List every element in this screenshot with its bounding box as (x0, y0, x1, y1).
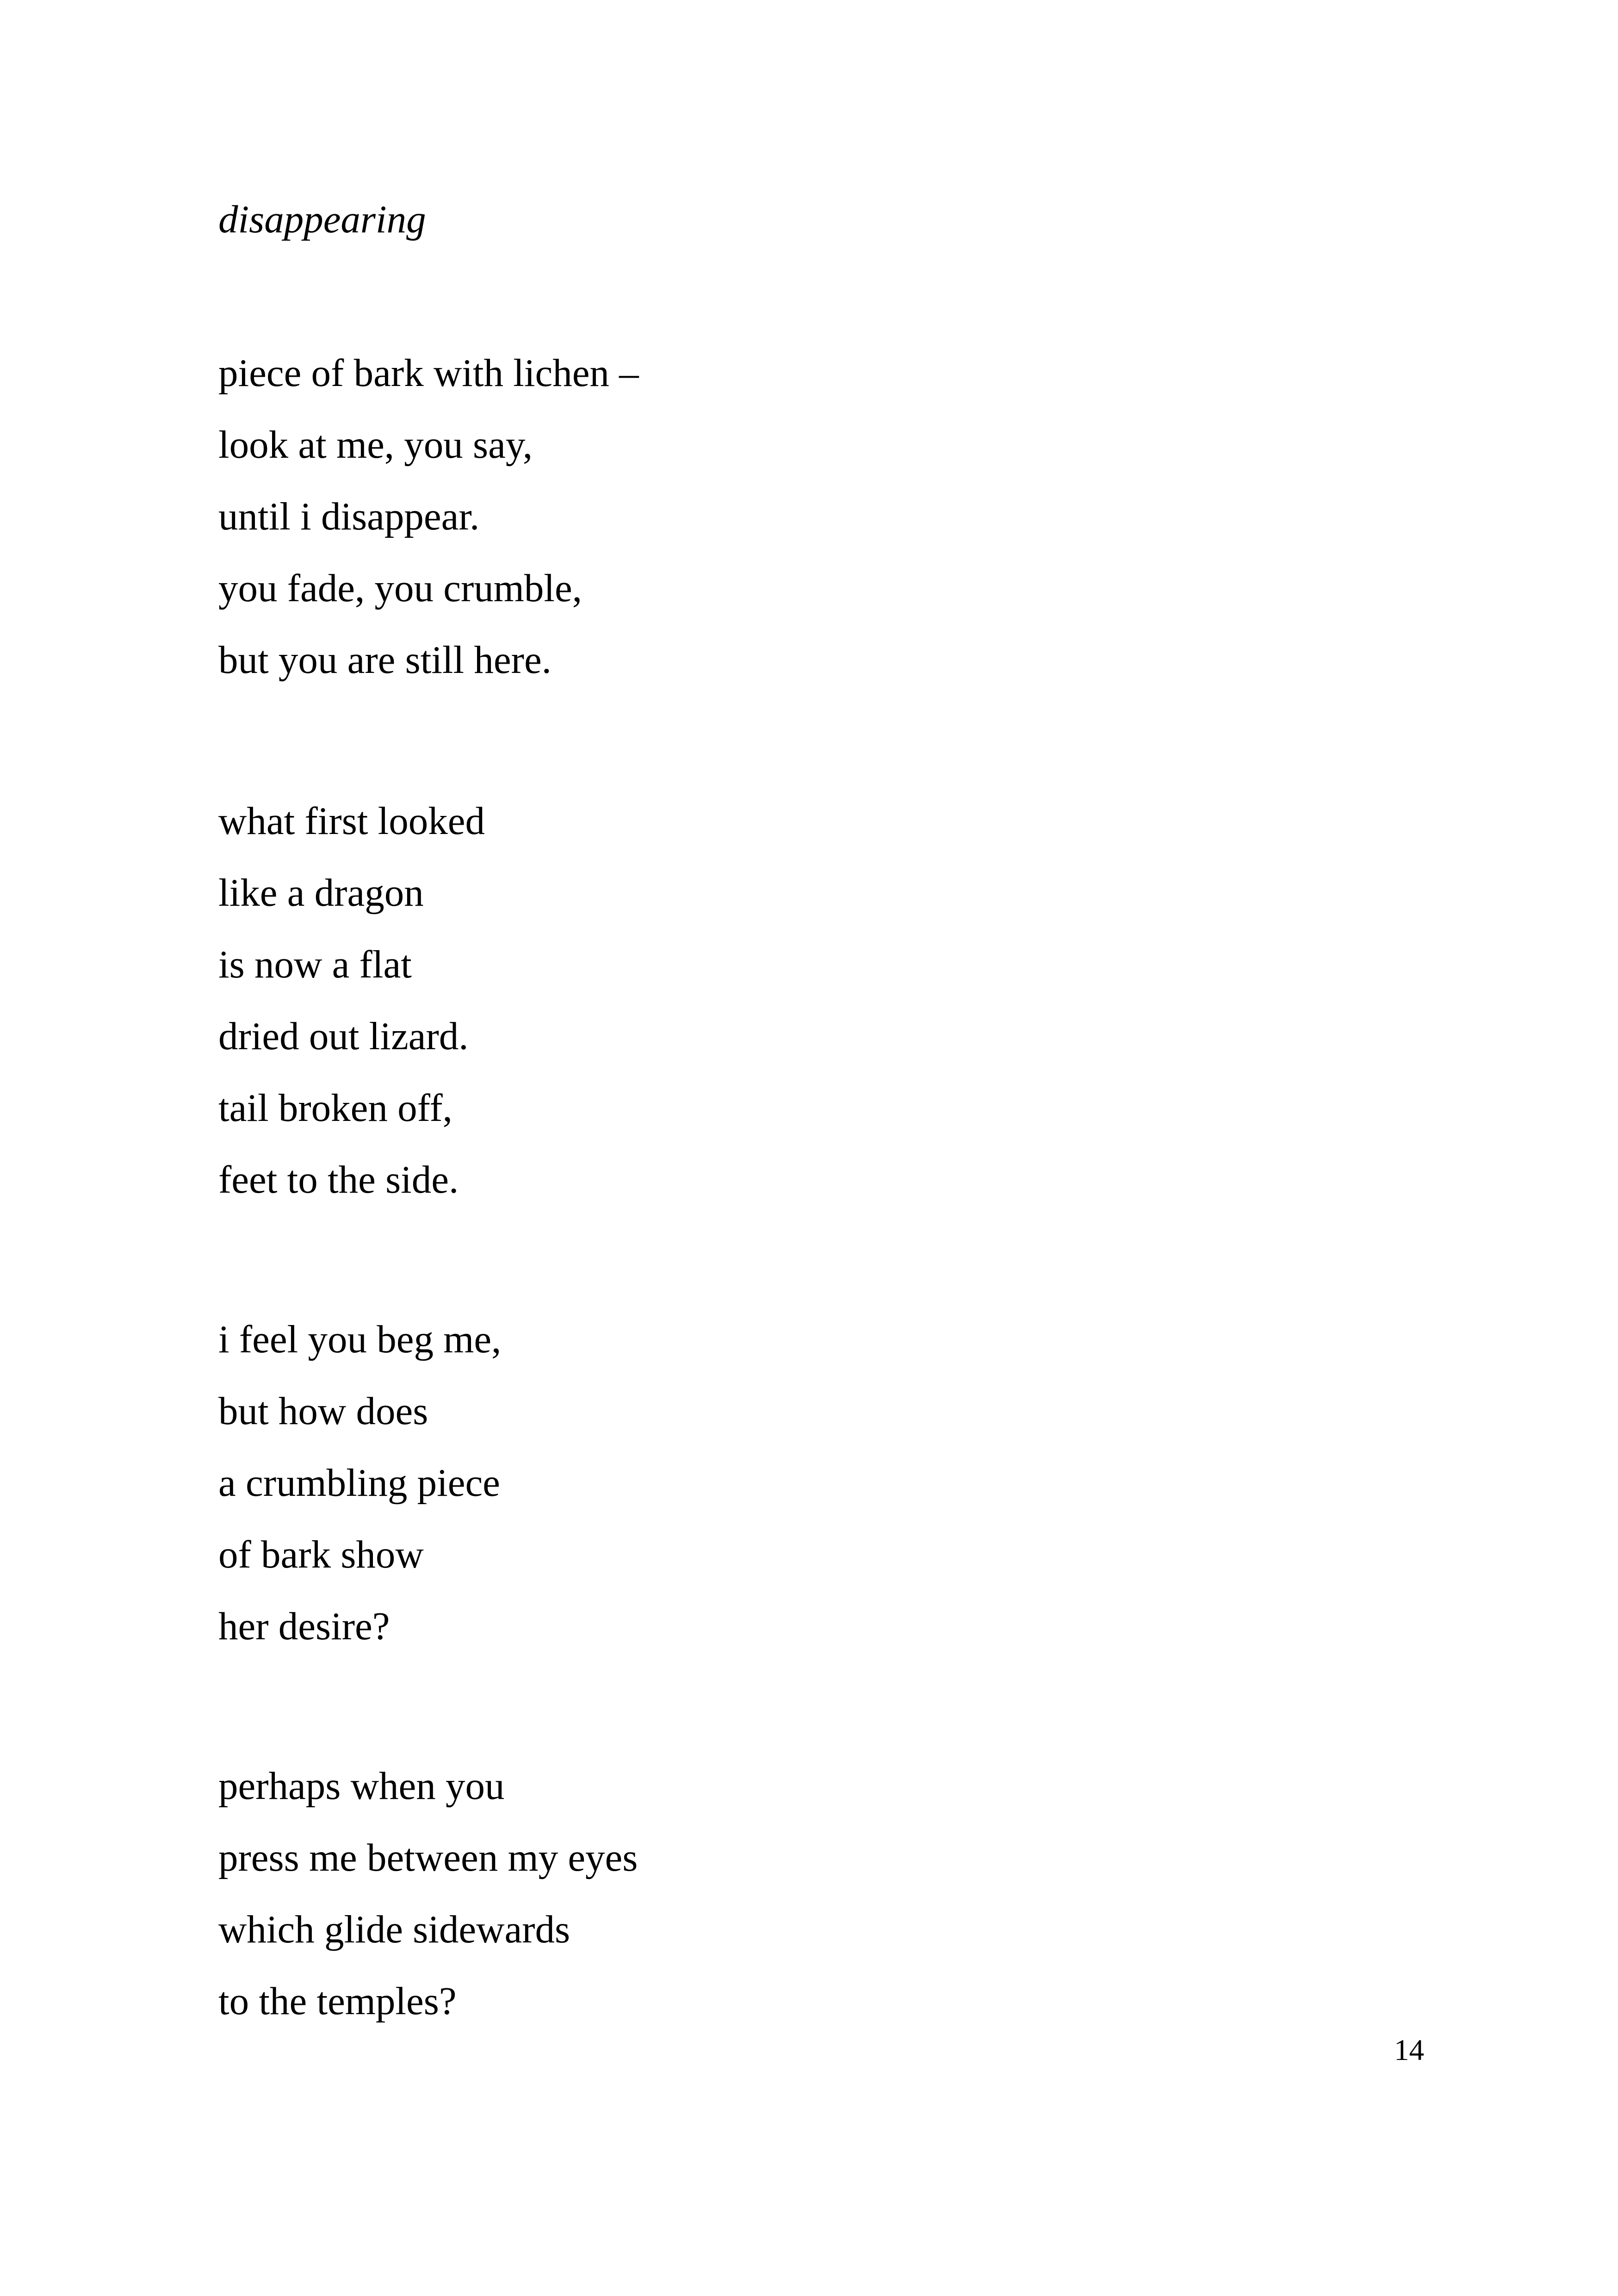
poem-title: disappearing (218, 198, 426, 241)
poem-line: until i disappear. (218, 495, 480, 538)
poem-line: piece of bark with lichen – (218, 351, 639, 395)
poem-line: perhaps when you (218, 1764, 505, 1808)
poem-line: i feel you beg me, (218, 1318, 502, 1361)
poem-line: is now a flat (218, 943, 412, 986)
poem-line: which glide sidewards (218, 1908, 570, 1951)
poem-line: look at me, you say, (218, 423, 533, 467)
poem-line: dried out lizard. (218, 1014, 469, 1058)
poem-line: what first looked (218, 799, 485, 843)
poem-line: a crumbling piece (218, 1461, 500, 1505)
stanza-4 (218, 1750, 638, 2037)
stanza-1 (218, 337, 639, 696)
poem-line: her desire? (218, 1605, 390, 1648)
poem-line: you fade, you crumble, (218, 566, 583, 610)
poem-line: to the temples? (218, 1979, 457, 2023)
page-number: 14 (1394, 2034, 1424, 2067)
poem-line: but you are still here. (218, 638, 552, 682)
poem-line: of bark show (218, 1533, 424, 1576)
poem-line: like a dragon (218, 871, 424, 915)
poem-line: but how does (218, 1389, 428, 1433)
poem-line: feet to the side. (218, 1158, 459, 1201)
poem-line: tail broken off, (218, 1086, 453, 1130)
stanza-3 (218, 1304, 501, 1662)
poem-line: press me between my eyes (218, 1836, 638, 1879)
stanza-2 (218, 785, 485, 1216)
